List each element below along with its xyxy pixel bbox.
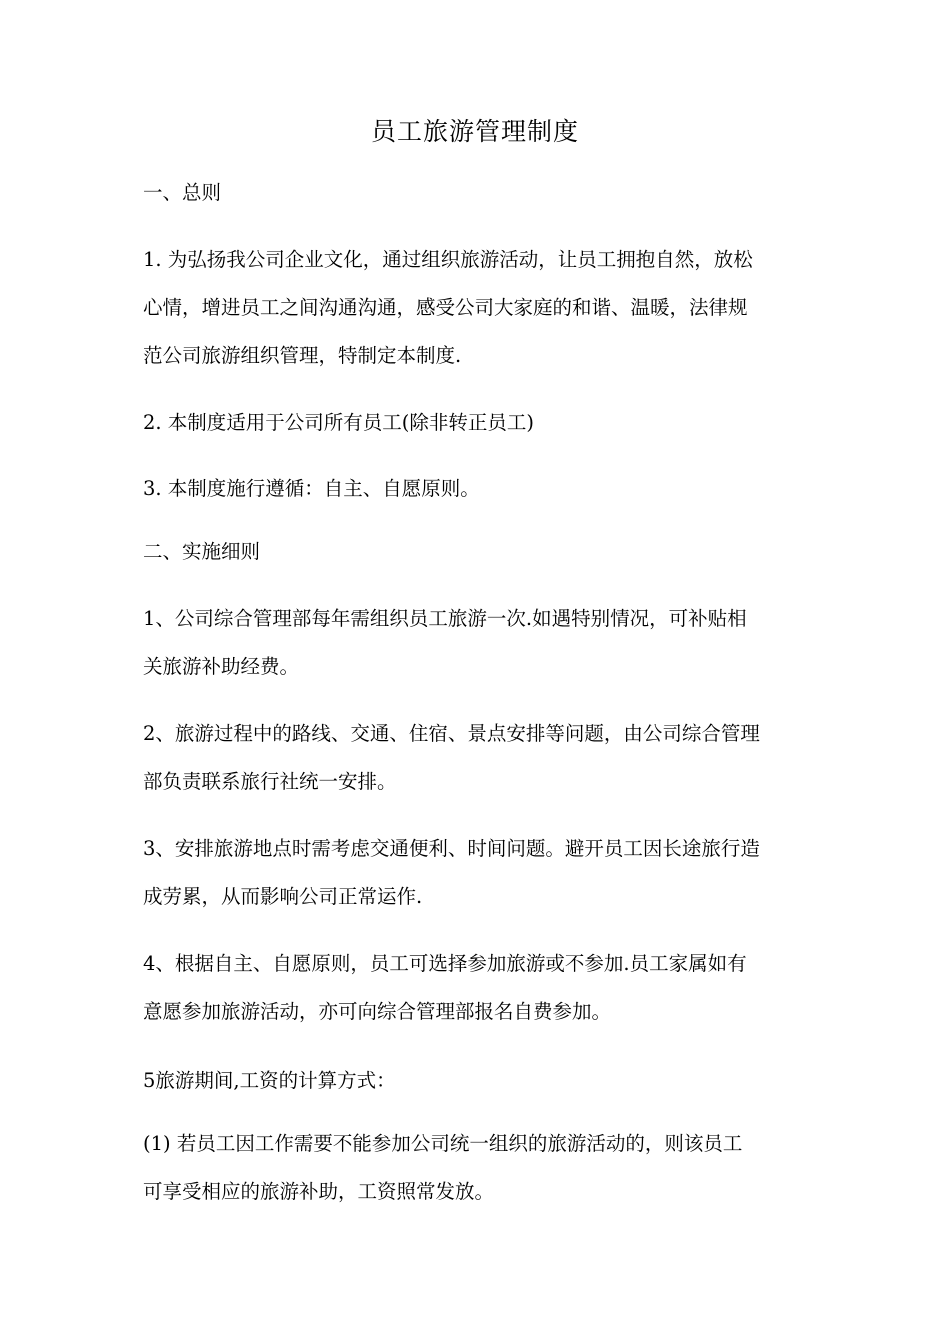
paragraph-details-3 (143, 825, 823, 921)
paragraph-line: 4、根据自主、自愿原则，员工可选择参加旅游或不参加.员工家属如有 (143, 952, 747, 975)
paragraph-general-3: 3. 本制度施行遵循：自主、自愿原则。 (143, 477, 480, 500)
paragraph-line: 关旅游补助经费。 (143, 655, 300, 678)
section-heading-details: 二、实施细则 (143, 540, 261, 563)
paragraph-line: 2、旅游过程中的路线、交通、住宿、景点安排等问题，由公司综合管理 (143, 722, 760, 745)
paragraph-line: 心情，增进员工之间沟通沟通，感受公司大家庭的和谐、温暖，法律规 (143, 296, 748, 319)
document-title: 员工旅游管理制度 (370, 117, 579, 146)
paragraph-line: 成劳累，从而影响公司正常运作. (143, 885, 423, 908)
paragraph-general-2: 2. 本制度适用于公司所有员工(除非转正员工) (143, 411, 535, 434)
paragraph-line: 可享受相应的旅游补助，工资照常发放。 (143, 1180, 495, 1203)
paragraph-details-1 (143, 595, 823, 691)
paragraph-line: 3、安排旅游地点时需考虑交通便利、时间问题。避开员工因长途旅行造 (143, 837, 760, 860)
paragraph-details-5: 5旅游期间,工资的计算方式： (143, 1069, 396, 1092)
paragraph-line: 范公司旅游组织管理，特制定本制度. (143, 344, 462, 367)
paragraph-line: 部负责联系旅行社统一安排。 (143, 770, 397, 793)
paragraph-line: 意愿参加旅游活动，亦可向综合管理部报名自费参加。 (143, 1000, 612, 1023)
paragraph-general-1 (143, 236, 823, 380)
section-heading-general: 一、总则 (143, 181, 222, 204)
paragraph-details-4 (143, 940, 823, 1036)
paragraph-line: 1. 为弘扬我公司企业文化，通过组织旅游活动，让员工拥抱自然，放松 (143, 248, 753, 271)
paragraph-details-2 (143, 710, 823, 806)
paragraph-line: 1、公司综合管理部每年需组织员工旅游一次.如遇特别情况，可补贴相 (143, 607, 747, 630)
paragraph-line: (1) 若员工因工作需要不能参加公司统一组织的旅游活动的，则该员工 (143, 1132, 743, 1155)
paragraph-details-6 (143, 1120, 823, 1216)
